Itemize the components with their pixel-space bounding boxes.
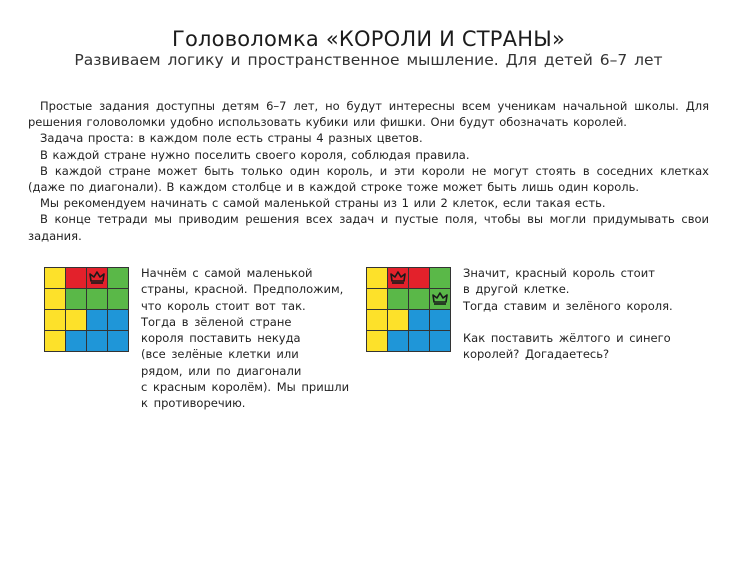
description-line: к противоречию. bbox=[141, 396, 246, 411]
example-1-description bbox=[141, 265, 349, 412]
grid-cell bbox=[430, 310, 450, 330]
example-2-puzzle-grid bbox=[366, 267, 451, 352]
description-line: Как поставить жёлтого и синего bbox=[463, 331, 671, 346]
grid-cell bbox=[409, 268, 429, 288]
grid-cell bbox=[388, 268, 408, 288]
grid-cell bbox=[430, 268, 450, 288]
page-title: Головоломка «КОРОЛИ И СТРАНЫ» bbox=[171, 27, 566, 51]
grid-cell bbox=[367, 331, 387, 351]
intro-paragraph: В каждой стране может быть только один король, и эти короли не могут стоять в соседних клетках (даже по диагонали). В каждом столбце и в каждой строке тоже может быть лишь один король. bbox=[28, 163, 709, 195]
description-line: в другой клетке. bbox=[463, 282, 570, 297]
intro-paragraph: Мы рекомендуем начинать с самой маленькой страны из 1 или 2 клеток, если такая есть. bbox=[40, 196, 606, 211]
description-spacer bbox=[463, 314, 673, 330]
grid-cell bbox=[66, 310, 86, 330]
intro-paragraph: В конце тетради мы приводим решения всех задач и пустые поля, чтобы вы могли придумывать свои задания. bbox=[28, 212, 709, 243]
grid-cell bbox=[388, 310, 408, 330]
description-line: страны, красной. Предположим, bbox=[141, 282, 344, 297]
grid-cell bbox=[409, 331, 429, 351]
grid-cell bbox=[108, 310, 128, 330]
intro-paragraph: В каждой стране нужно поселить своего короля, соблюдая правила. bbox=[40, 147, 470, 162]
example-1-puzzle-grid bbox=[44, 267, 129, 352]
description-line: что король стоит вот так. bbox=[141, 298, 306, 313]
grid-cell bbox=[66, 289, 86, 309]
page-subtitle: Развиваем логику и пространственное мышление. Для детей 6–7 лет bbox=[74, 51, 663, 69]
grid-cell bbox=[108, 289, 128, 309]
grid-cell bbox=[87, 310, 107, 330]
grid-cell bbox=[87, 331, 107, 351]
grid-cell bbox=[66, 331, 86, 351]
description-line: рядом, или по диагонали bbox=[141, 363, 302, 378]
grid-cell bbox=[45, 289, 65, 309]
grid-cell bbox=[367, 268, 387, 288]
grid-cell bbox=[409, 310, 429, 330]
grid-cell bbox=[388, 331, 408, 351]
intro-paragraph: Простые задания доступны детям 6–7 лет, но будут интересны всем ученикам начальной школы. Для решения головоломки удобно использовать кубики или фишки. Они будут обозначать королей. bbox=[28, 99, 709, 130]
example-2-description bbox=[463, 265, 673, 363]
description-line: Начнём с самой маленькой bbox=[141, 266, 313, 280]
grid-cell bbox=[367, 310, 387, 330]
description-line: с красным королём). Мы пришли bbox=[141, 380, 350, 395]
grid-cell bbox=[45, 310, 65, 330]
grid-cell bbox=[430, 289, 450, 309]
grid-cell bbox=[108, 268, 128, 288]
grid-cell bbox=[367, 289, 387, 309]
grid-cell bbox=[388, 289, 408, 309]
grid-cell bbox=[430, 331, 450, 351]
grid-cell bbox=[108, 331, 128, 351]
grid-cell bbox=[87, 268, 107, 288]
description-line: Значит, красный король стоит bbox=[463, 266, 655, 280]
crown-icon bbox=[89, 271, 105, 284]
description-line: Тогда ставим и зелёного короля. bbox=[463, 298, 673, 313]
crown-icon bbox=[390, 271, 406, 284]
grid-cell bbox=[87, 289, 107, 309]
grid-cell bbox=[45, 268, 65, 288]
grid-cell bbox=[66, 268, 86, 288]
intro-paragraph: Задача проста: в каждом поле есть страны 4 разных цветов. bbox=[40, 131, 423, 146]
grid-cell bbox=[409, 289, 429, 309]
grid-cell bbox=[45, 331, 65, 351]
description-line: Тогда в зёленой стране bbox=[141, 314, 292, 329]
intro-text bbox=[28, 98, 709, 244]
description-line: короля поставить некуда bbox=[141, 331, 301, 346]
description-line: (все зелёные клетки или bbox=[141, 347, 299, 362]
crown-icon bbox=[432, 292, 448, 305]
description-line: королей? Догадаетесь? bbox=[463, 347, 610, 362]
